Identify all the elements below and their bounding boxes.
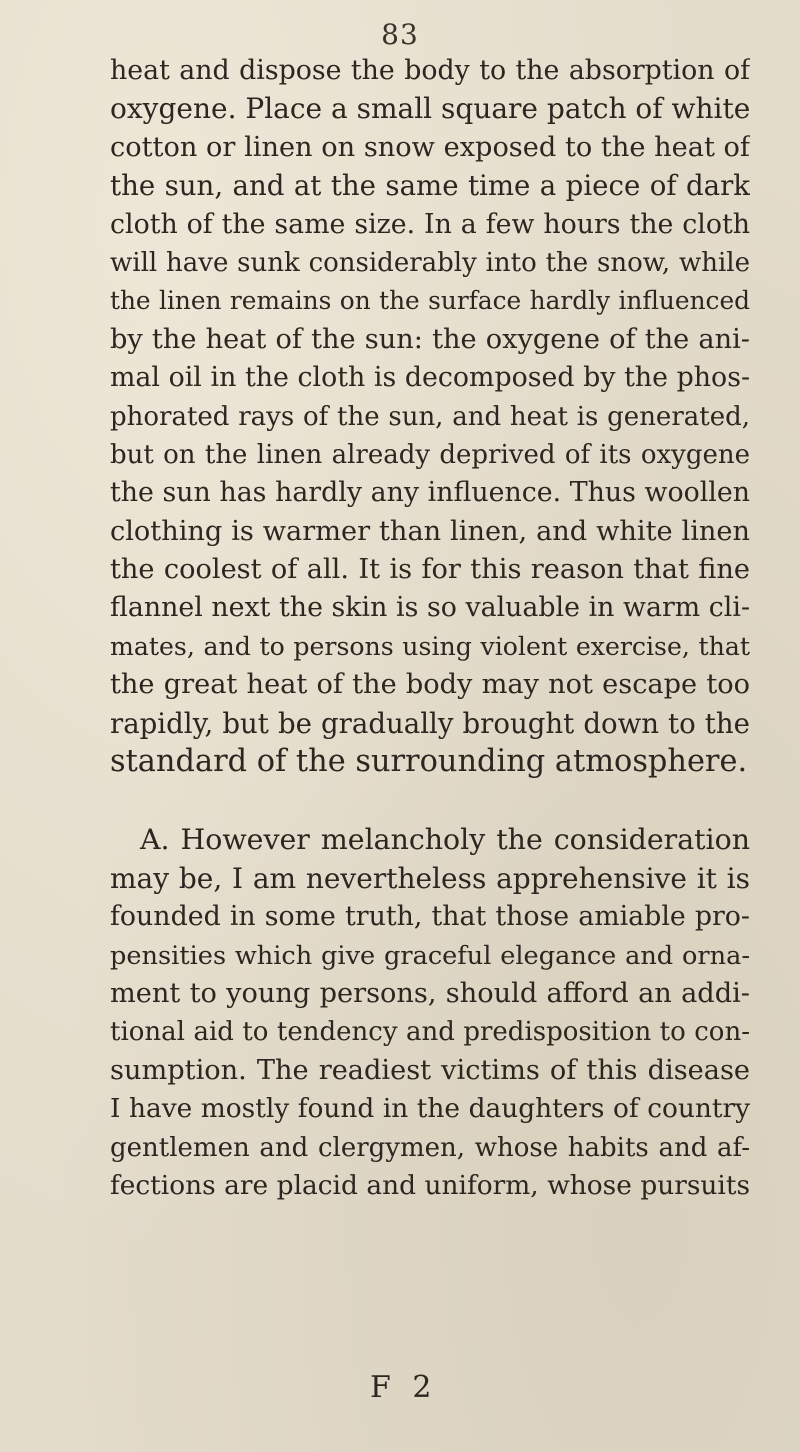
text-line: mates, and to persons using violent exercise, that [110,631,750,661]
paragraph-2 [110,821,750,1205]
text-line: the linen remains on the surface hardly influenced [110,286,750,316]
text-line: will have sunk considerably into the snow, while [110,247,750,278]
text-line: but on the linen already deprived of its oxygene [110,439,750,470]
text-line: tional aid to tendency and predisposition to con- [110,1017,750,1048]
text-line: mal oil in the cloth is decomposed by the phos- [110,362,750,394]
text-line: by the heat of the sun: the oxygene of the ani- [110,323,750,355]
text-line: phorated rays of the sun, and heat is generated, [110,401,750,432]
text-line: the sun, and at the same time a piece of dark [110,169,750,203]
text-line: pensities which give graceful elegance and orna- [110,940,750,971]
signature-mark: F 2 [370,1370,438,1405]
text-line: cotton or linen on snow exposed to the heat of [110,131,750,163]
text-line: gentlemen and clergymen, whose habits and af- [110,1132,750,1163]
text-line: cloth of the same size. In a few hours the cloth [110,208,750,240]
text-line: may be, I am nevertheless apprehensive it is [110,861,750,895]
text-line: I have mostly found in the daughters of country [110,1093,750,1125]
text-line: the coolest of all. It is for this reason that fine [110,554,750,586]
text-line: heat and dispose the body to the absorption of [110,55,750,86]
text-line: rapidly, but be gradually brought down to the [110,706,750,740]
text-line: oxygene. Place a small square patch of white [110,92,750,126]
text-line: sumption. The readiest victims of this disease [110,1054,750,1086]
text-line: clothing is warmer than linen, and white linen [110,515,750,547]
text-line: standard of the surrounding atmosphere. [110,744,748,780]
text-line: the sun has hardly any influence. Thus woollen [110,477,750,509]
page-number: 83 [381,18,419,51]
text-line: flannel next the skin is so valuable in warm cli- [110,592,750,624]
text-line: founded in some truth, that those amiable pro- [110,901,750,933]
body-text [110,52,750,1205]
text-line: fections are placid and uniform, whose pursuits [110,1169,750,1201]
text-line: the great heat of the body may not escape too [110,669,750,701]
text-line: ment to young persons, should afford an addi- [110,977,750,1009]
text-line: A. However melancholy the consideration [140,823,750,857]
paragraph-1 [110,52,750,781]
